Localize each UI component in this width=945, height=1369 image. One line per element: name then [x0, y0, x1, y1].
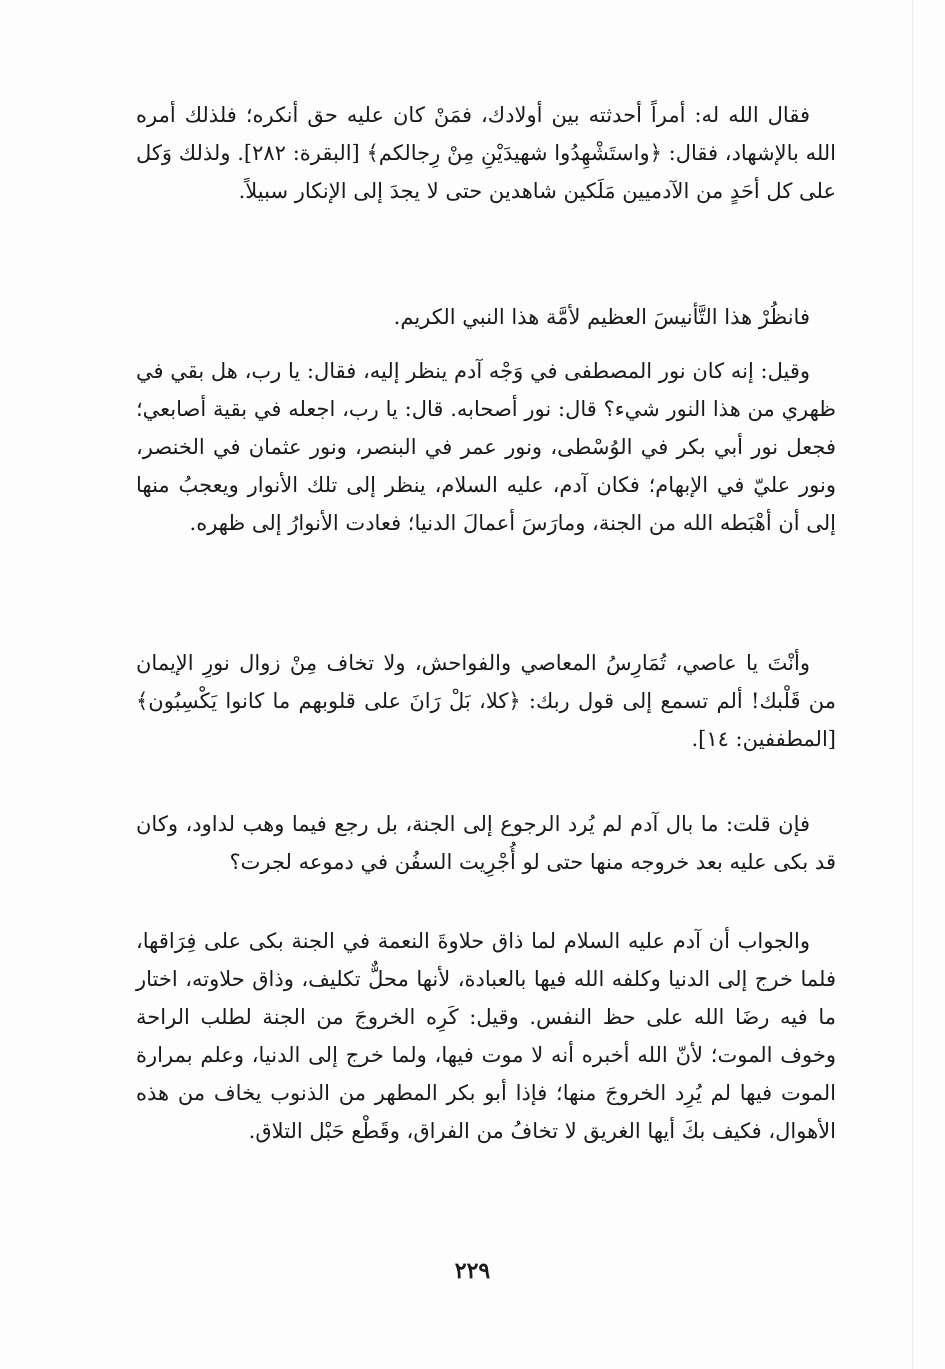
paragraph-2: فانظُرْ هذا التَّأنيسَ العظيم لأمَّة هذا النبي الكريم. — [393, 305, 810, 329]
paragraph-3: وقيل: إنه كان نور المصطفى في وَجْه آدم ينظر إليه، فقال: يا رب، هل بقي في ظهري من هذا النور شيء؟ قال: نور أصحابه. قال: يا رب، اجعله في بقية أصابعي؛ فجعل نور أبي بكر في الوُسْطى، ونور عمر في البنصر، ونور عثمان في الخنصر، ونور عليّ في الإبهام؛ فكان آدم، عليه السلام، ينظر إلى تلك الأنوار ويعجبُ منها إلى أن أهْبَطه الله من الجنة، ومارَسَ أعمالَ الدنيا؛ فعادت الأنوارُ إلى ظهره. — [136, 359, 836, 535]
paragraph-6-block — [136, 922, 836, 1150]
paragraph-4: وأنْتَ يا عاصي، تُمَارِسُ المعاصي والفواحش، ولا تخاف مِنْ زوال نورِ الإيمان من قَلْبك! ألم تسمع إلى قول ربك: ﴿كلا، بَلْ رَانَ على قلوبهم ما كانوا يَكْسِبُون﴾ [المطففين: ١٤]. — [136, 651, 836, 751]
paragraph-4-block — [136, 644, 836, 758]
paragraph-2-block — [136, 298, 836, 336]
paragraph-1: فقال الله له: أمراً أحدثته بين أولادك، فمَنْ كان عليه حق أنكره؛ فلذلك أمره الله بالإشهاد، فقال: ﴿واستَشْهِدُوا شهيدَيْنِ مِنْ رِجالكم﴾ [البقرة: ٢٨٢]. ولذلك وَكل على كل أحَدٍ من الآدميين مَلَكين شاهدين حتى لا يجدَ إلى الإنكار سبيلاً. — [136, 103, 837, 203]
paragraph-5-block — [136, 805, 836, 881]
paragraph-3-block — [136, 352, 836, 542]
paragraph-1-block — [136, 96, 836, 210]
paragraph-5: فإن قلت: ما بال آدم لم يُرد الرجوع إلى الجنة، بل رجع فيما وهب لداود، وكان قد بكى عليه بعد خروجه منها حتى لو أُجْرِيت السفُن في دموعه لجرت؟ — [136, 812, 836, 874]
page-edge-line — [912, 0, 913, 1369]
paragraph-6: والجواب أن آدم عليه السلام لما ذاق حلاوةَ النعمة في الجنة بكى على فِرَاقها، فلما خرج إلى الدنيا وكلفه الله فيها بالعبادة، لأنها محلٌّ تكليف، وذاق حلاوته، اختار ما فيه رضَا الله على حظ النفس. وقيل: كَرِه الخروجَ من الجنة لطلب الراحة وخوف الموت؛ لأنّ الله أخبره أنه لا موت فيها، ولما خرج إلى الدنيا، وعلم بمرارة الموت فيها لم يُرِد الخروجَ منها؛ فإذا أبو بكر المطهر من الذنوب يخاف من هذه الأهوال، فكيف بكَ أيها الغريق لا تخافُ من الفراق، وقَطْع حَبْل التلاق. — [136, 929, 836, 1143]
page-number: ٢٢٩ — [454, 1258, 491, 1284]
